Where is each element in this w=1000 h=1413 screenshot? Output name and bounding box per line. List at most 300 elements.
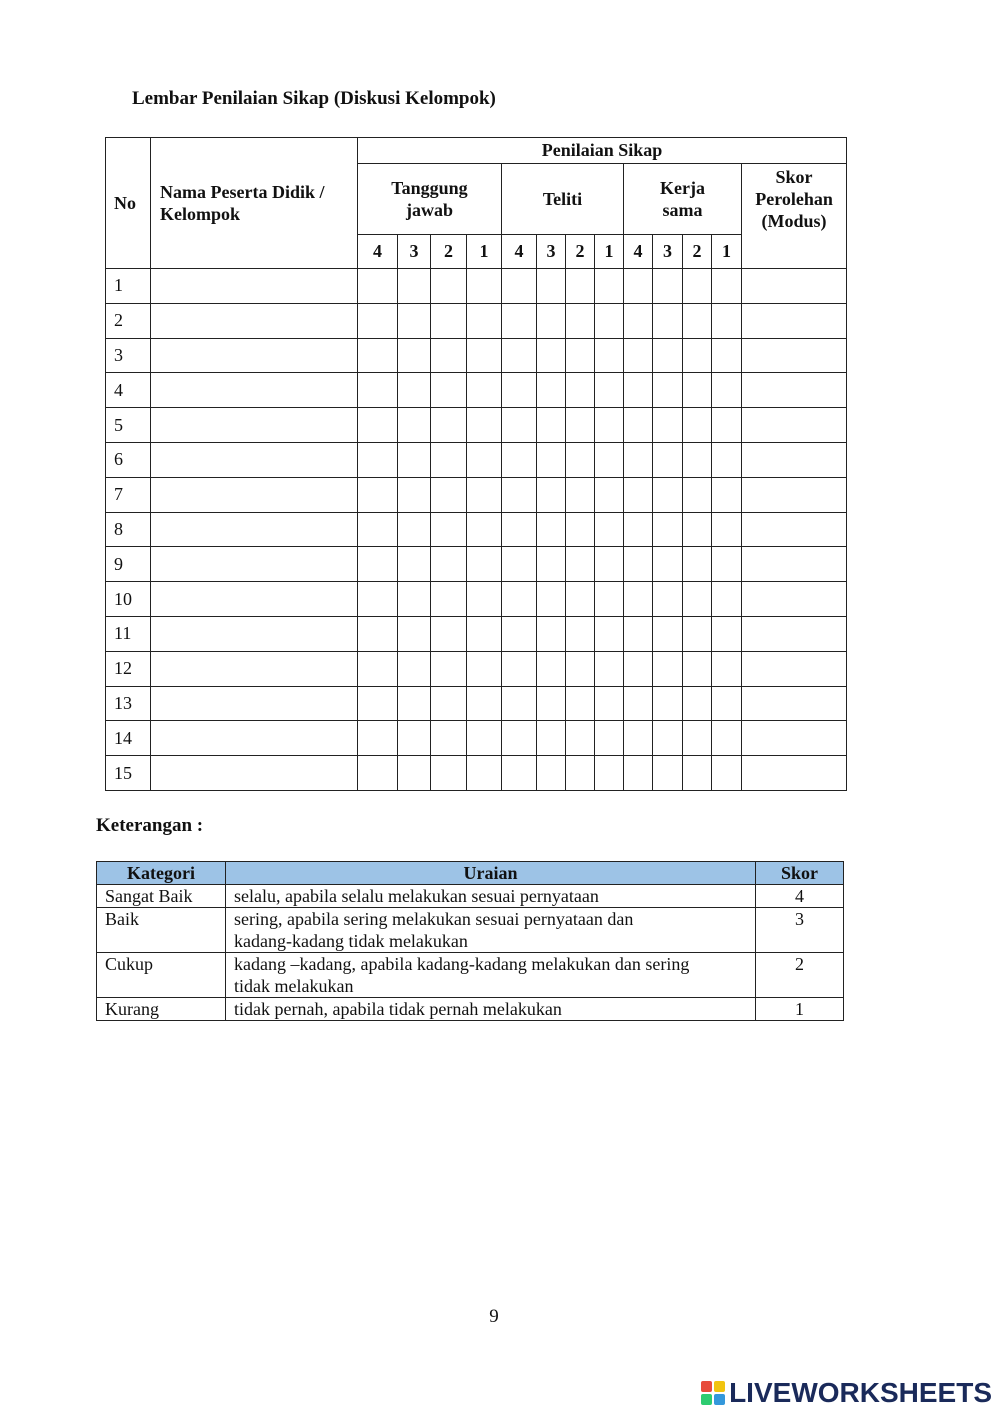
- score-cell[interactable]: [712, 721, 742, 756]
- row-number: 2: [106, 303, 151, 338]
- row-number: 12: [106, 651, 151, 686]
- score-level-header: 4: [358, 235, 398, 269]
- student-row: [106, 442, 847, 477]
- score-cell[interactable]: [467, 303, 502, 338]
- row-number: 6: [106, 442, 151, 477]
- score-cell[interactable]: [595, 373, 624, 408]
- header-skor-line: Skor: [775, 167, 813, 187]
- score-cell[interactable]: [624, 269, 653, 304]
- score-cell[interactable]: [595, 616, 624, 651]
- score-cell[interactable]: [566, 512, 595, 547]
- page-number: 9: [489, 1306, 499, 1327]
- uraian-cell: [226, 908, 756, 953]
- score-cell[interactable]: [566, 373, 595, 408]
- kategori-cell: Kurang: [97, 998, 226, 1021]
- score-cell[interactable]: [358, 408, 398, 443]
- score-cell[interactable]: [683, 686, 712, 721]
- score-cell[interactable]: [537, 442, 566, 477]
- score-cell[interactable]: [566, 338, 595, 373]
- score-cell[interactable]: [566, 616, 595, 651]
- score-cell[interactable]: [502, 756, 537, 791]
- score-cell[interactable]: [624, 303, 653, 338]
- score-cell[interactable]: [653, 582, 683, 617]
- header-penilaian-sikap: Penilaian Sikap: [358, 138, 847, 164]
- kategori-cell: Cukup: [97, 953, 226, 998]
- score-cell[interactable]: [624, 512, 653, 547]
- header-aspect-kerja-sama: [624, 164, 742, 235]
- score-level-header: 1: [712, 235, 742, 269]
- score-cell[interactable]: [537, 303, 566, 338]
- score-cell[interactable]: [537, 582, 566, 617]
- header-skor-line: (Modus): [761, 211, 827, 231]
- student-name-cell[interactable]: [151, 616, 358, 651]
- keterangan-table: [96, 861, 844, 1021]
- skor-perolehan-cell[interactable]: [742, 442, 847, 477]
- uraian-line: selalu, apabila selalu melakukan sesuai pernyataan: [234, 886, 599, 906]
- score-cell[interactable]: [537, 616, 566, 651]
- score-cell[interactable]: [712, 512, 742, 547]
- header-aspect-line: Tanggung: [391, 178, 468, 198]
- student-row: [106, 477, 847, 512]
- score-cell[interactable]: [502, 686, 537, 721]
- student-name-cell[interactable]: [151, 477, 358, 512]
- score-cell[interactable]: [683, 651, 712, 686]
- score-level-header: 4: [624, 235, 653, 269]
- student-row: [106, 686, 847, 721]
- keterangan-row: [97, 885, 844, 908]
- score-cell[interactable]: [624, 547, 653, 582]
- score-cell[interactable]: [358, 303, 398, 338]
- keterangan-row: [97, 998, 844, 1021]
- row-number: 3: [106, 338, 151, 373]
- score-level-header: 1: [595, 235, 624, 269]
- skor-perolehan-cell[interactable]: [742, 269, 847, 304]
- score-cell[interactable]: [653, 616, 683, 651]
- score-level-header: 3: [653, 235, 683, 269]
- score-cell[interactable]: [431, 442, 467, 477]
- score-cell[interactable]: [566, 582, 595, 617]
- score-cell[interactable]: [595, 512, 624, 547]
- score-cell[interactable]: [358, 721, 398, 756]
- liveworksheets-wordmark: LIVEWORKSHEETS: [729, 1377, 992, 1408]
- score-cell[interactable]: [431, 373, 467, 408]
- uraian-line: sering, apabila sering melakukan sesuai pernyataan dan: [234, 909, 634, 929]
- score-cell[interactable]: [537, 338, 566, 373]
- student-name-cell[interactable]: [151, 408, 358, 443]
- score-cell[interactable]: [683, 756, 712, 791]
- keterangan-row: [97, 908, 844, 953]
- score-cell[interactable]: [683, 442, 712, 477]
- score-cell[interactable]: [595, 408, 624, 443]
- student-name-cell[interactable]: [151, 721, 358, 756]
- score-cell[interactable]: [624, 756, 653, 791]
- score-cell[interactable]: [712, 756, 742, 791]
- score-cell[interactable]: [431, 756, 467, 791]
- score-cell[interactable]: [712, 547, 742, 582]
- student-name-cell[interactable]: [151, 442, 358, 477]
- score-cell[interactable]: [595, 651, 624, 686]
- student-row: [106, 582, 847, 617]
- score-cell[interactable]: [712, 582, 742, 617]
- header-aspect-line: Teliti: [542, 189, 583, 209]
- skor-perolehan-cell[interactable]: [742, 373, 847, 408]
- score-cell[interactable]: [358, 547, 398, 582]
- score-cell[interactable]: [624, 616, 653, 651]
- score-cell[interactable]: [467, 512, 502, 547]
- score-cell[interactable]: [431, 408, 467, 443]
- liveworksheets-logo-icon: [701, 1381, 725, 1405]
- score-cell[interactable]: [566, 408, 595, 443]
- score-cell[interactable]: [624, 408, 653, 443]
- score-cell[interactable]: [566, 547, 595, 582]
- score-cell[interactable]: [595, 547, 624, 582]
- score-cell[interactable]: [537, 373, 566, 408]
- logo-square-blue: [714, 1394, 725, 1405]
- skor-perolehan-cell[interactable]: [742, 616, 847, 651]
- skor-perolehan-cell[interactable]: [742, 338, 847, 373]
- row-number: 5: [106, 408, 151, 443]
- score-cell[interactable]: [653, 373, 683, 408]
- header-no: No: [106, 138, 151, 269]
- student-row: [106, 547, 847, 582]
- score-cell[interactable]: [624, 721, 653, 756]
- score-cell[interactable]: [624, 373, 653, 408]
- score-cell[interactable]: [431, 547, 467, 582]
- score-cell[interactable]: [431, 582, 467, 617]
- student-row: [106, 373, 847, 408]
- score-cell[interactable]: [624, 442, 653, 477]
- score-cell[interactable]: [467, 269, 502, 304]
- score-cell[interactable]: [431, 616, 467, 651]
- score-cell[interactable]: [537, 686, 566, 721]
- score-cell[interactable]: [653, 547, 683, 582]
- score-cell[interactable]: [566, 756, 595, 791]
- student-name-cell[interactable]: [151, 547, 358, 582]
- score-cell[interactable]: [502, 721, 537, 756]
- score-cell[interactable]: [502, 442, 537, 477]
- score-cell[interactable]: [398, 303, 431, 338]
- row-number: 15: [106, 756, 151, 791]
- uraian-line: tidak pernah, apabila tidak pernah melakukan: [234, 999, 562, 1019]
- row-number: 14: [106, 721, 151, 756]
- score-cell[interactable]: [358, 442, 398, 477]
- uraian-line: kadang-kadang tidak melakukan: [234, 931, 468, 951]
- score-cell[interactable]: [595, 269, 624, 304]
- score-cell[interactable]: [398, 408, 431, 443]
- skor-perolehan-cell[interactable]: [742, 512, 847, 547]
- score-cell[interactable]: [683, 547, 712, 582]
- score-cell[interactable]: [358, 582, 398, 617]
- score-cell[interactable]: [537, 756, 566, 791]
- uraian-cell: [226, 953, 756, 998]
- score-cell[interactable]: [566, 651, 595, 686]
- score-cell[interactable]: [653, 408, 683, 443]
- score-cell[interactable]: [624, 651, 653, 686]
- skor-perolehan-cell[interactable]: [742, 408, 847, 443]
- score-cell[interactable]: [467, 686, 502, 721]
- student-row: [106, 408, 847, 443]
- score-cell[interactable]: [683, 721, 712, 756]
- row-number: 8: [106, 512, 151, 547]
- skor-perolehan-cell[interactable]: [742, 721, 847, 756]
- score-cell[interactable]: [566, 686, 595, 721]
- score-cell[interactable]: [683, 408, 712, 443]
- score-cell[interactable]: [712, 477, 742, 512]
- score-cell[interactable]: [358, 756, 398, 791]
- score-cell[interactable]: [467, 373, 502, 408]
- score-cell[interactable]: [398, 269, 431, 304]
- row-number: 4: [106, 373, 151, 408]
- header-skor: Skor: [756, 862, 844, 885]
- score-cell[interactable]: [358, 338, 398, 373]
- header-uraian: Uraian: [226, 862, 756, 885]
- score-cell[interactable]: [358, 373, 398, 408]
- score-cell[interactable]: [712, 338, 742, 373]
- score-cell[interactable]: [358, 477, 398, 512]
- score-cell[interactable]: [358, 686, 398, 721]
- score-cell[interactable]: [624, 338, 653, 373]
- row-number: 1: [106, 269, 151, 304]
- score-cell[interactable]: [595, 303, 624, 338]
- score-cell[interactable]: [431, 651, 467, 686]
- kategori-cell: Baik: [97, 908, 226, 953]
- student-name-cell[interactable]: [151, 651, 358, 686]
- header-aspect-teliti: [502, 164, 624, 235]
- score-cell[interactable]: [398, 442, 431, 477]
- score-cell[interactable]: [467, 756, 502, 791]
- score-cell[interactable]: [502, 269, 537, 304]
- student-name-cell[interactable]: [151, 512, 358, 547]
- score-cell[interactable]: [398, 721, 431, 756]
- skor-perolehan-cell[interactable]: [742, 651, 847, 686]
- logo-square-red: [701, 1381, 712, 1392]
- score-cell[interactable]: [537, 721, 566, 756]
- skor-cell: 3: [756, 908, 844, 953]
- score-cell[interactable]: [653, 269, 683, 304]
- score-level-header: 2: [683, 235, 712, 269]
- score-cell[interactable]: [712, 616, 742, 651]
- header-aspect-line: sama: [662, 200, 703, 220]
- score-cell[interactable]: [467, 408, 502, 443]
- score-cell[interactable]: [398, 547, 431, 582]
- score-cell[interactable]: [502, 303, 537, 338]
- row-number: 13: [106, 686, 151, 721]
- score-cell[interactable]: [502, 582, 537, 617]
- score-cell[interactable]: [537, 512, 566, 547]
- uraian-cell: [226, 998, 756, 1021]
- score-cell[interactable]: [653, 303, 683, 338]
- score-level-header: 2: [566, 235, 595, 269]
- skor-cell: 4: [756, 885, 844, 908]
- score-cell[interactable]: [467, 442, 502, 477]
- skor-perolehan-cell[interactable]: [742, 756, 847, 791]
- score-cell[interactable]: [398, 651, 431, 686]
- student-name-cell[interactable]: [151, 582, 358, 617]
- score-cell[interactable]: [683, 373, 712, 408]
- attitude-assessment-table: [105, 137, 847, 791]
- score-cell[interactable]: [467, 477, 502, 512]
- kategori-cell: Sangat Baik: [97, 885, 226, 908]
- student-name-cell[interactable]: [151, 338, 358, 373]
- student-row: [106, 756, 847, 791]
- row-number: 10: [106, 582, 151, 617]
- score-cell[interactable]: [712, 303, 742, 338]
- score-cell[interactable]: [431, 303, 467, 338]
- score-cell[interactable]: [467, 616, 502, 651]
- score-cell[interactable]: [398, 373, 431, 408]
- score-cell[interactable]: [358, 616, 398, 651]
- student-row: [106, 338, 847, 373]
- score-cell[interactable]: [712, 686, 742, 721]
- header-student-name: [151, 138, 358, 269]
- score-cell[interactable]: [398, 756, 431, 791]
- score-cell[interactable]: [683, 303, 712, 338]
- score-cell[interactable]: [398, 477, 431, 512]
- score-cell[interactable]: [537, 651, 566, 686]
- score-cell[interactable]: [431, 686, 467, 721]
- score-cell[interactable]: [537, 269, 566, 304]
- student-row: [106, 616, 847, 651]
- score-cell[interactable]: [566, 477, 595, 512]
- score-cell[interactable]: [467, 651, 502, 686]
- score-cell[interactable]: [502, 373, 537, 408]
- score-cell[interactable]: [653, 651, 683, 686]
- score-cell[interactable]: [653, 686, 683, 721]
- score-cell[interactable]: [683, 512, 712, 547]
- score-cell[interactable]: [502, 338, 537, 373]
- student-row: [106, 303, 847, 338]
- score-cell[interactable]: [595, 442, 624, 477]
- score-cell[interactable]: [653, 442, 683, 477]
- score-cell[interactable]: [398, 686, 431, 721]
- score-level-header: 3: [537, 235, 566, 269]
- skor-cell: 1: [756, 998, 844, 1021]
- score-cell[interactable]: [431, 512, 467, 547]
- score-cell[interactable]: [566, 721, 595, 756]
- score-cell[interactable]: [502, 651, 537, 686]
- uraian-cell: [226, 885, 756, 908]
- header-skor-perolehan: [742, 164, 847, 269]
- score-cell[interactable]: [537, 477, 566, 512]
- score-cell[interactable]: [683, 616, 712, 651]
- score-cell[interactable]: [398, 338, 431, 373]
- score-cell[interactable]: [595, 721, 624, 756]
- score-cell[interactable]: [624, 686, 653, 721]
- student-row: [106, 651, 847, 686]
- keterangan-label: Keterangan :: [96, 815, 204, 836]
- liveworksheets-brand: [701, 1378, 992, 1408]
- score-cell[interactable]: [595, 756, 624, 791]
- score-cell[interactable]: [595, 477, 624, 512]
- score-cell[interactable]: [624, 582, 653, 617]
- score-level-header: 2: [431, 235, 467, 269]
- score-cell[interactable]: [712, 651, 742, 686]
- score-cell[interactable]: [431, 477, 467, 512]
- score-cell[interactable]: [595, 582, 624, 617]
- score-cell[interactable]: [712, 408, 742, 443]
- score-level-header: 3: [398, 235, 431, 269]
- student-name-cell[interactable]: [151, 756, 358, 791]
- student-name-cell[interactable]: [151, 303, 358, 338]
- score-cell[interactable]: [653, 338, 683, 373]
- score-cell[interactable]: [467, 582, 502, 617]
- score-cell[interactable]: [566, 269, 595, 304]
- score-cell[interactable]: [502, 512, 537, 547]
- score-cell[interactable]: [502, 408, 537, 443]
- student-name-cell[interactable]: [151, 686, 358, 721]
- score-cell[interactable]: [398, 616, 431, 651]
- student-row: [106, 269, 847, 304]
- score-cell[interactable]: [683, 477, 712, 512]
- score-cell[interactable]: [398, 512, 431, 547]
- header-student-name-line: Nama Peserta Didik /: [160, 182, 325, 202]
- score-cell[interactable]: [358, 512, 398, 547]
- score-cell[interactable]: [653, 756, 683, 791]
- header-student-name-line: Kelompok: [160, 204, 241, 224]
- score-cell[interactable]: [358, 269, 398, 304]
- skor-perolehan-cell[interactable]: [742, 686, 847, 721]
- student-name-cell[interactable]: [151, 373, 358, 408]
- logo-square-yellow: [714, 1381, 725, 1392]
- header-aspect-tanggung-jawab: [358, 164, 502, 235]
- header-kategori: Kategori: [97, 862, 226, 885]
- skor-perolehan-cell[interactable]: [742, 303, 847, 338]
- score-cell[interactable]: [566, 303, 595, 338]
- row-number: 9: [106, 547, 151, 582]
- score-cell[interactable]: [467, 338, 502, 373]
- header-skor-line: Perolehan: [755, 189, 833, 209]
- score-cell[interactable]: [712, 442, 742, 477]
- score-cell[interactable]: [653, 721, 683, 756]
- score-cell[interactable]: [595, 338, 624, 373]
- skor-perolehan-cell[interactable]: [742, 582, 847, 617]
- student-row: [106, 721, 847, 756]
- student-name-cell[interactable]: [151, 269, 358, 304]
- score-cell[interactable]: [653, 512, 683, 547]
- row-number: 11: [106, 616, 151, 651]
- score-cell[interactable]: [537, 547, 566, 582]
- header-aspect-line: jawab: [405, 200, 453, 220]
- score-cell[interactable]: [683, 582, 712, 617]
- keterangan-row: [97, 953, 844, 998]
- skor-perolehan-cell[interactable]: [742, 547, 847, 582]
- score-cell[interactable]: [431, 338, 467, 373]
- score-cell[interactable]: [595, 686, 624, 721]
- score-cell[interactable]: [683, 269, 712, 304]
- score-cell[interactable]: [683, 338, 712, 373]
- score-cell[interactable]: [502, 616, 537, 651]
- score-cell[interactable]: [653, 477, 683, 512]
- score-cell[interactable]: [502, 477, 537, 512]
- score-cell[interactable]: [467, 547, 502, 582]
- score-cell[interactable]: [624, 477, 653, 512]
- score-cell[interactable]: [431, 721, 467, 756]
- score-cell[interactable]: [502, 547, 537, 582]
- header-aspect-line: Kerja: [660, 178, 705, 198]
- score-cell[interactable]: [712, 269, 742, 304]
- score-cell[interactable]: [398, 582, 431, 617]
- score-cell[interactable]: [431, 269, 467, 304]
- skor-perolehan-cell[interactable]: [742, 477, 847, 512]
- score-cell[interactable]: [712, 373, 742, 408]
- score-cell[interactable]: [358, 651, 398, 686]
- score-cell[interactable]: [566, 442, 595, 477]
- score-cell[interactable]: [467, 721, 502, 756]
- score-cell[interactable]: [537, 408, 566, 443]
- uraian-line: kadang –kadang, apabila kadang-kadang melakukan dan sering: [234, 954, 690, 974]
- row-number: 7: [106, 477, 151, 512]
- score-level-header: 1: [467, 235, 502, 269]
